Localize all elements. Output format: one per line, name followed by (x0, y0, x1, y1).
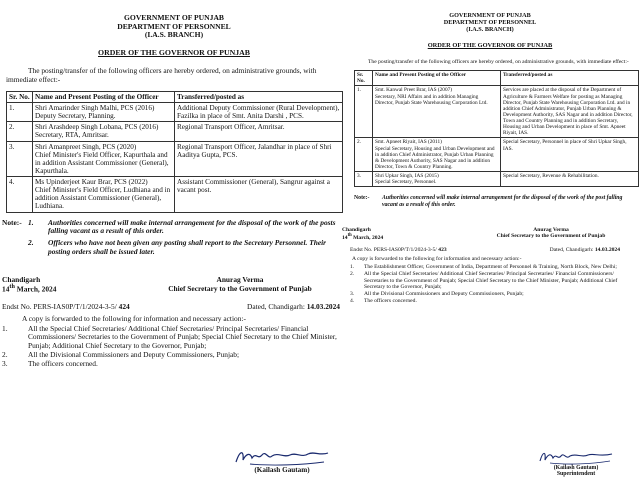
note-label: Note:- (2, 217, 22, 227)
list-item: 2. All the Divisional Commissioners and Deputy Commissioners, Punjab; (2, 350, 240, 360)
cell-srno: 4. (7, 177, 33, 213)
table-row (355, 172, 639, 187)
department-name: DEPARTMENT OF PERSONNEL (117, 21, 231, 31)
col-header-srno: Sr. No. (355, 71, 373, 86)
note-text: Authorities concerned will make internal arrangement for the disposal of the work of the posts falling vacant as a result of this order. (48, 217, 336, 236)
govt-name: GOVERNMENT OF PUNJAB (124, 13, 224, 22)
officer-signature (536, 448, 636, 477)
cell-srno: 1. (7, 103, 33, 122)
table-row (355, 86, 639, 138)
notes-section (354, 195, 638, 209)
note-number: 1. (28, 217, 34, 227)
note-text: Authorities concerned will make internal arrangement for the disposal of the work of the post falling vacant as a result of this order. (382, 195, 623, 209)
cell-srno: 2. (355, 138, 373, 172)
signer-name: (Kailash Gautam) (254, 466, 310, 474)
order-date: 14th March, 2024 (342, 233, 384, 242)
postings-table (354, 70, 639, 187)
place: Chandigarh (2, 275, 41, 285)
signer-title: Superintendent (556, 471, 596, 477)
copy-recipients (350, 264, 636, 304)
endorsement-line (2, 302, 340, 311)
note-text: Officers who have not been given any posting shall report to the Secretary Personnel. Their posting orders shall be issued later. (48, 238, 327, 257)
cell-name: Smt. Apneet Riyait, IAS (2011) Special Secretary, Housing and Urban Development and in addition Chief Administrator, Punjab Urban Planning & Development Authority, SAS Nagar and in addition Director, Town & Country Planning. (373, 138, 501, 172)
cell-posted: Regional Transport Officer, Jalandhar in place of Shri Aaditya Gupta, PCS. (175, 141, 343, 177)
list-item: 1. All the Special Chief Secretaries/ Additional Chief Secretaries/ Principal Secretaries/ Financial Commissioners/ Secretaries to the Government of Punjab; Special Chief Secretary to the Chief Minister, Punjab; Additional Chief Secretary to the Governor, Punjab; (2, 323, 337, 351)
cell-name: Shri Amanpreet Singh, PCS (2020) Chief Minister's Field Officer, Kapurthala and in addition Assistant Commissioner (General), Kapurthala. (33, 141, 175, 177)
chief-secretary-name: Anurag Verma (216, 275, 264, 285)
list-item: 1. The Establishment Officer, Government of India, Department of Personnel & Training, North Block, New Delhi; (350, 264, 617, 271)
col-header-srno: Sr. No. (7, 91, 33, 102)
table-row (7, 141, 343, 177)
govt-name: GOVERNMENT OF PUNJAB (449, 12, 531, 19)
officer-signature (232, 446, 332, 474)
note-item (2, 219, 344, 237)
table-row (7, 103, 343, 122)
list-item: 3. All the Divisional Commissioners and Deputy Commissioners, Punjab; (350, 291, 524, 298)
cell-srno: 3. (355, 172, 373, 187)
note-item (354, 195, 638, 209)
cell-name: Shri Amarinder Singh Malhi, PCS (2016) Deputy Secretary, Planning. (33, 103, 175, 122)
cell-posted: Special Secretary, Revenue & Rehabilitation. (501, 172, 639, 187)
table-row (7, 122, 343, 141)
handwritten-signature (232, 446, 332, 468)
col-header-name: Name and Present Posting of the Officer (33, 91, 175, 102)
table-header-row (355, 71, 639, 86)
chief-secretary-name: Anurag Verma (533, 227, 569, 234)
note-number: 2. (28, 238, 34, 248)
endorsement-number: Endst No. PERS-IAS0P/T/1/2024-3-5/ 423 (350, 247, 447, 254)
list-item: 4. The officers concerned. (350, 297, 417, 304)
col-header-posted: Transferred/posted as (501, 71, 639, 86)
cell-name: Smt. Kanwal Preet Brar, IAS (2007) Secretary, NRI Affairs and in addition Managing Director, Punjab State Warehousing Corporation Ltd. (373, 86, 501, 138)
table-header-row (7, 91, 343, 102)
table-row (7, 177, 343, 213)
endorsement-line (350, 247, 620, 253)
note-item (2, 239, 344, 257)
copy-forwarded-line: A copy is forwarded to the following for information and necessary action:- (22, 313, 246, 323)
intro-paragraph: The posting/transfer of the following officers are hereby ordered, on administrative grounds, with immediate effect:- (368, 59, 629, 66)
branch-name: (I.A.S. BRANCH) (466, 26, 514, 34)
letterhead (0, 0, 348, 40)
signature-block (340, 227, 640, 241)
col-header-name: Name and Present Posting of the Officer (373, 71, 501, 86)
right-document (340, 0, 640, 480)
letterhead (340, 0, 640, 33)
notes-section (2, 219, 344, 258)
place: Chandigarh (342, 227, 371, 234)
cell-srno: 1. (355, 86, 373, 138)
chief-secretary (140, 275, 340, 293)
handwritten-signature (536, 448, 616, 466)
copy-forwarded-line: A copy is forwarded to the following for information and necessary action:- (352, 256, 522, 263)
cell-name: Shri Upkar Singh, IAS (2015) Special Secretary, Personnel. (373, 172, 501, 187)
order-title: ORDER OF THE GOVERNOR OF PUNJAB (98, 48, 250, 58)
cell-posted: Services are placed at the disposal of the Department of Agriculture & Farmers Welfare for posting as Managing Director, Punjab State Warehousing Corporation Ltd. and in addition Chief Administrator, Punjab Urban Planning & Development Authority, SAS Nagar and in addition Director, Town and Country Planning and in addition Secretary, Housing and Urban Development in place of Smt. Apneet Riyait, IAS. (501, 86, 639, 138)
department-name: DEPARTMENT OF PERSONNEL (443, 19, 537, 27)
chief-secretary (466, 227, 636, 239)
chief-secretary-title: Chief Secretary to the Government of Punjab (168, 284, 312, 294)
note-label: Note:- (354, 195, 370, 202)
col-header-posted: Transferred/posted as (175, 91, 343, 102)
order-title: ORDER OF THE GOVERNOR OF PUNJAB (427, 42, 553, 50)
intro-paragraph: The posting/transfer of the following officers are hereby ordered, on administrative grounds, with immediate effect:- (6, 66, 317, 85)
chief-secretary-title: Chief Secretary to the Government of Punjab (496, 233, 606, 240)
cell-name: Ms Upinderjeet Kaur Brar, PCS (2022) Chief Minister's Field Officer, Ludhiana and in addition Assistant Commissioner (General), Ludhiana. (33, 177, 175, 213)
cell-srno: 2. (7, 122, 33, 141)
copy-recipients (2, 325, 344, 369)
list-item: 3. The officers concerned. (2, 359, 98, 368)
table-row (355, 138, 639, 172)
cell-name: Shri Arashdeep Singh Lobana, PCS (2016) Secretary, RTA, Amritsar. (33, 122, 175, 141)
signer-name: (Kailash Gautam) (553, 465, 599, 471)
cell-posted: Regional Transport Officer, Amritsar. (175, 122, 343, 141)
cell-posted: Assistant Commissioner (General), Sangrur against a vacant post. (175, 177, 343, 213)
endorsement-number: Endst No. PERS-IAS0P/T/1/2024-3-5/ 424 (2, 301, 130, 311)
branch-name: (I.A.S. BRANCH) (144, 30, 204, 40)
endorsement-date: Dated, Chandigarh: 14.03.2024 (247, 301, 340, 311)
list-item: 2. All the Special Chief Secretaries/ Additional Chief Secretaries/ Principal Secretaries/ Financial Commissioners/ Secretaries to the Government of Punjab; Special Chief Secretary to the Chief Minister, Punjab; Additional Chief Secretary to the Governor, Punjab; (350, 270, 618, 291)
cell-srno: 3. (7, 141, 33, 177)
postings-table (6, 91, 343, 213)
cell-posted: Special Secretary, Personnel in place of Shri Upkar Singh, IAS. (501, 138, 639, 172)
cell-posted: Additional Deputy Commissioner (Rural Development), Fazilka in place of Smt. Anita Darshi , PCS. (175, 103, 343, 122)
order-date: 14th March, 2024 (2, 284, 57, 294)
endorsement-date: Dated, Chandigarh: 14.03.2024 (549, 247, 620, 254)
signature-block (0, 275, 348, 293)
